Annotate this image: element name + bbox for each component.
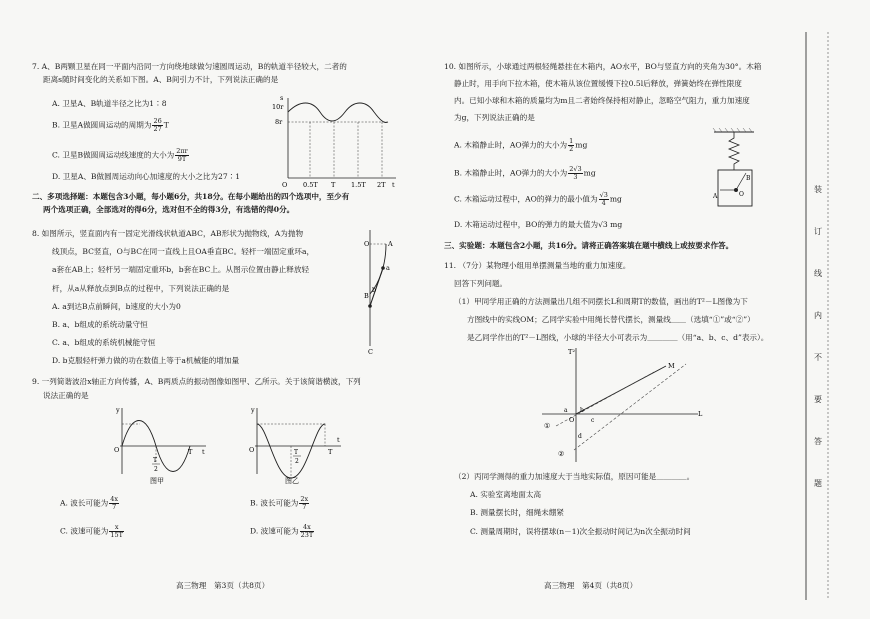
q8-line1: 8. 如图所示，竖直面内有一固定光滑线状轨道ABC，AB形状为抛物线，A为抛物 (32, 229, 304, 238)
q11-option-a: A. 实验室离地面太高 (470, 490, 542, 499)
y-tick-10r: 10r (272, 103, 284, 111)
q10-line3: 内。已知小球和木箱的质量均为m且二者始终保持相对静止，忽略空气阻力，重力加速度 (454, 96, 750, 105)
half-period-T: T (153, 457, 158, 464)
q11-T2-L-graph (536, 344, 706, 466)
q7-line1: 7. A、B两颗卫星在同一平面内沿同一方向绕地球做匀速圆周运动，B的轨道半径较大，二者的 (32, 62, 347, 71)
period-label: T (328, 448, 333, 456)
y-label: y (251, 406, 255, 414)
y-tick-8r: 8r (275, 118, 283, 126)
ring-a-label: a (386, 264, 390, 272)
q8-line3: a套在AB上；轻杆另一端固定重环b，b套在BC上。从图示位置由静止释放轻 (52, 265, 310, 274)
point-O-label: O (739, 191, 744, 198)
binding-char-6: 要 (814, 395, 822, 404)
fraction: $\frac{√3}{4}$ (599, 191, 608, 207)
q9-option-b: B. 波长可能为 $\frac{2x}{7}$ (250, 495, 309, 511)
q9-line1: 9. 一列简谐波沿x轴正方向传播，A、B两质点的振动图像如图甲、乙所示。关于该简谐横波，下列 (32, 377, 361, 386)
q7-option-c: C. 卫星B做圆周运动线速度的大小为 $\frac{2\pi r}{9T}$ (52, 147, 188, 163)
y-label: y (116, 406, 120, 414)
q9-vibration-graph-yi (245, 404, 345, 484)
x-tick-1.5T: 1.5T (351, 181, 366, 189)
q10-spring-box-figure (704, 126, 764, 212)
t-axis-label: t (337, 436, 340, 444)
binding-char-5: 不 (814, 353, 822, 362)
tick-d: d (578, 433, 582, 440)
point-A-label: A (713, 193, 718, 200)
q8-line4: 杆，从a从释放点到B点的过程中，下列说法正确的是 (52, 284, 230, 293)
y-axis-label: s (280, 94, 284, 102)
q7-line2: 距离s随时间变化的关系如下图。A、B间引力不计，下列说法正确的是 (43, 75, 279, 84)
half-period-2: 2 (154, 466, 158, 473)
period-label: T (188, 448, 193, 456)
binding-margin (800, 0, 870, 615)
fraction: $\frac{2\pi r}{9T}$ (176, 147, 188, 163)
x-axis-label: t (392, 181, 395, 189)
line-1-label: ① (544, 422, 551, 430)
line-2-label: ② (558, 450, 565, 458)
t-axis-label: t (202, 448, 205, 456)
q8-track-figure (356, 224, 406, 356)
q9-option-d: D. 波速可能为 $\frac{4x}{23T}$ (250, 523, 314, 539)
q10-line1: 10. 如图所示，小球通过两根轻绳悬挂在木箱内，AO水平，BO与竖直方向的夹角为30°。木箱 (444, 62, 762, 71)
origin-label: O (569, 416, 575, 424)
binding-char-7: 答 (814, 437, 822, 446)
fraction: $\frac{26}{27}$ (153, 117, 162, 133)
point-C-label: C (368, 348, 373, 356)
q8-option-c: C. a、b组成的系统机械能守恒 (52, 338, 156, 347)
line-M-label: M (668, 362, 675, 370)
q10-option-d: D. 木箱运动过程中，BO的弹力的最大值为√3 mg (454, 220, 623, 229)
q8-line2: 线顶点，BC竖直，O与BC在同一直线上且OA垂直BC。轻杆一端固定重环a， (52, 247, 315, 256)
page-footer: 高三物理 第4页（共8页） (544, 581, 638, 590)
tick-b: b (580, 407, 584, 414)
q7-option-d: D. 卫星A、B做圆周运动向心加速度的大小之比为27∶1 (52, 172, 241, 181)
q11-part1-line2: 方图线中的实线OM；乙同学实验中用绳长替代摆长，测量线＿＿（选填“①”或“②”） (467, 315, 755, 324)
binding-lines (800, 0, 870, 615)
point-B-label: B (364, 292, 369, 300)
q11-option-c: C. 测量周期时，误将摆球(n－1)次全振动时间记为n次全振动时间 (470, 527, 691, 536)
q7-option-a: A. 卫星A、B轨道半径之比为1∶8 (52, 99, 167, 108)
binding-char-3: 线 (814, 269, 822, 278)
q11-prompt: 回答下列问题。 (454, 279, 508, 288)
fraction: $\frac{4x}{23T}$ (300, 523, 314, 539)
q11-part1-line1: （1）甲同学用正确的方法测量出几组不同摆长L和周期T的数值，画出的T²－L图像为下 (454, 297, 748, 306)
q11-intro: 11. （7分）某物理小组用单摆测量当地的重力加速度。 (444, 261, 631, 270)
ring-b-label: b (372, 286, 377, 294)
page-footer: 高三物理 第3页（共8页） (176, 581, 270, 590)
q7-distance-graph (270, 94, 400, 190)
tick-a: a (564, 407, 568, 414)
x-tick-T: T (331, 181, 336, 189)
section2-line2: 两个选项正确，全部选对的得6分，选对但不全的得3分，有选错的得0分。 (43, 205, 295, 214)
q8-option-b: B. a、b组成的系统动量守恒 (52, 320, 148, 329)
y-axis-label: T² (568, 348, 575, 356)
fraction: $\frac{x}{15T}$ (110, 523, 123, 539)
half-period-T: T (294, 449, 299, 456)
caption-yi: 图乙 (285, 477, 299, 484)
binding-char-2: 订 (814, 227, 822, 236)
binding-char-1: 装 (814, 185, 822, 194)
origin-label: O (114, 446, 120, 454)
fraction: $\frac{4x}{7}$ (110, 495, 119, 511)
point-O-label: O (364, 240, 370, 248)
q9-line2: 说法正确的是 (43, 391, 89, 400)
tick-c: c (591, 417, 595, 424)
q10-option-b: B. 木箱静止时，AO弹力的大小为 $\frac{2√3}{3}$ mg (454, 165, 596, 181)
x-tick-0.5T: 0.5T (303, 181, 318, 189)
left-page (0, 0, 432, 615)
q9-vibration-graph-jia (110, 404, 210, 484)
q11-part1-line3: 是乙同学作出的T²－L图线，小球的半径大小可表示为＿＿＿＿（用“a、b、c、d”表示）。 (467, 333, 769, 342)
q10-line2: 静止时，用手向下拉木箱，使木箱从该位置缓慢下拉0.5l后释放，弹簧始终在弹性限度 (454, 79, 742, 88)
q10-line4: 为g，下列说法正确的是 (454, 113, 535, 122)
section3-heading: 三、实验题：本题包含2小题，共16分。请将正确答案填在题中横线上或按要求作答。 (444, 241, 734, 250)
binding-char-4: 内 (814, 311, 822, 320)
half-period-2: 2 (295, 458, 299, 465)
right-page (432, 0, 800, 615)
x-axis-label: L (698, 410, 703, 418)
q9-option-c: C. 波速可能为 $\frac{x}{15T}$ (60, 523, 123, 539)
point-A-label: A (388, 240, 393, 248)
section2-line1: 二、多项选择题：本题包含3小题，每小题6分，共18分。在每小题给出的四个选项中，至少有 (32, 192, 350, 201)
fraction: $\frac{2√3}{3}$ (569, 165, 582, 181)
binding-char-8: 题 (814, 479, 822, 488)
q9-option-a: A. 波长可能为 $\frac{4x}{7}$ (60, 495, 119, 511)
caption-jia: 图甲 (150, 477, 164, 484)
q7-option-b: B. 卫星A做圆周运动的周期为 $\frac{26}{27}$ T (52, 117, 169, 133)
x-tick-2T: 2T (377, 181, 386, 189)
q10-option-c: C. 木箱运动过程中，AO的弹力的最小值为 $\frac{√3}{4}$ mg (454, 191, 622, 207)
q8-option-d: D. b克服轻杆弹力做的功在数值上等于a机械能的增加量 (52, 356, 240, 365)
point-B-label: B (746, 175, 751, 182)
q11-part2: （2）丙同学测得的重力加速度大于当地实际值，原因可能是＿＿＿＿。 (454, 472, 695, 481)
q10-option-a: A. 木箱静止时，AO弹力的大小为 $\frac{1}{2}$ mg (454, 137, 588, 153)
fraction: $\frac{2x}{7}$ (300, 495, 309, 511)
fraction: $\frac{1}{2}$ (569, 137, 574, 153)
q8-option-a: A. a到达B点前瞬间，b速度的大小为0 (52, 302, 181, 311)
q11-option-b: B. 测量摆长时，细绳未绷紧 (470, 508, 564, 517)
origin-label: O (282, 181, 288, 189)
origin-label: O (249, 446, 255, 454)
